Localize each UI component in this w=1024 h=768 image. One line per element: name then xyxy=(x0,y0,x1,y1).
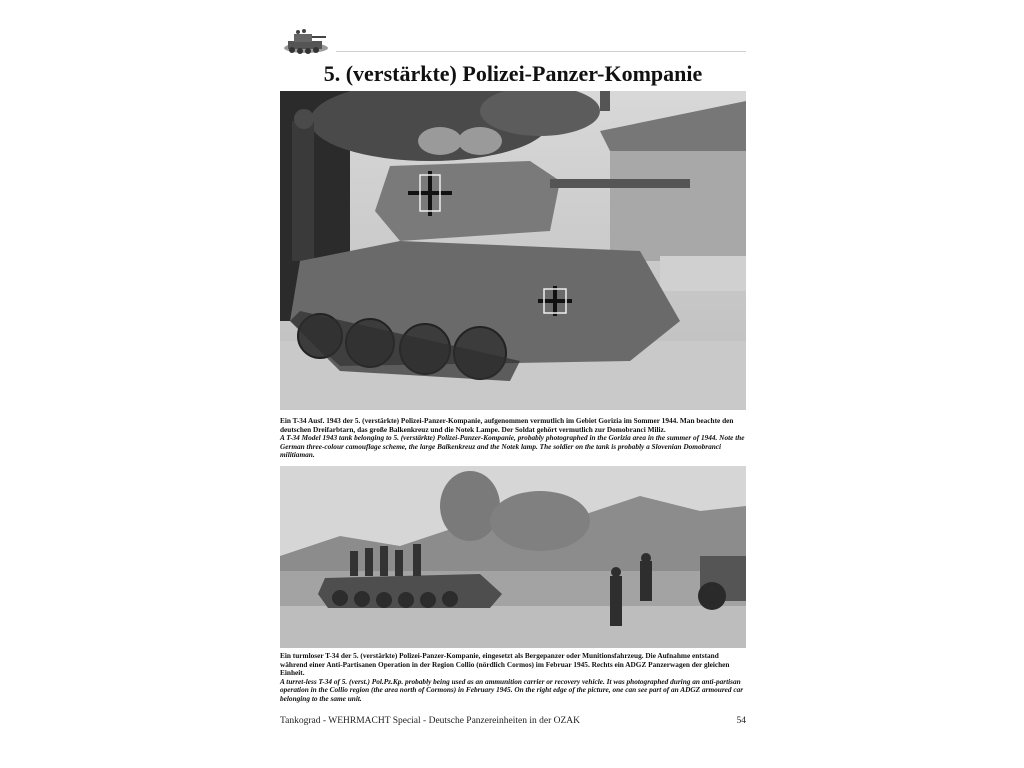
caption-photo-2 xyxy=(280,652,746,704)
header-rule xyxy=(336,51,746,52)
page-number: 54 xyxy=(736,716,746,726)
caption-german: Ein turmloser T-34 der 5. (verstärkte) Polizei-Panzer-Kompanie, eingesetzt als Bergepanzer oder Munitionsfahrzeug. Die Aufnahme entstand während einer Anti-Partisanen Operation in der Region Collio (nördlich Cormos) im Februar 1945. Rechts ein ADGZ Panzerwagen der gleichen Einheit. xyxy=(280,651,730,678)
caption-photo-1 xyxy=(280,417,746,460)
page-title: 5. (verstärkte) Polizei-Panzer-Kompanie xyxy=(323,61,703,86)
caption-german: Ein T-34 Ausf. 1943 der 5. (verstärkte) Polizei-Panzer-Kompanie, aufgenommen vermutlich im Gebiet Gorizia im Sommer 1944. Man beachte den deutschen Dreifarbtarn, das große Balkenkreuz und die Notek Lampe. Der Soldat gehört vermutlich zur Domobranci Miliz. xyxy=(280,416,734,434)
tank-logo-icon xyxy=(282,26,330,56)
footer-text: Tankograd - WEHRMACHT Special - Deutsche Panzereinheiten in der OZAK xyxy=(280,716,580,726)
caption-english: A T-34 Model 1943 tank belonging to 5. (verstärkte) Polizei-Panzer-Kompanie, probably photographed in the Gorizia area in the summer of 1944. Note the German three-colour camouflage scheme, the large Balkenkreuz and the Notek lamp. The soldier on the tank is probably a Slovenian Domobranci militiaman. xyxy=(280,433,745,460)
photo-turretless-t34 xyxy=(280,466,746,648)
page-footer xyxy=(280,716,746,726)
photo-t34-tank xyxy=(280,91,746,410)
caption-english: A turret-less T-34 of 5. (verst.) Pol.Pz.Kp. probably being used as an ammunition carrier or recovery vehicle. It was photographed during an anti-partisan operation in the Collio region (the area north of Cormons) in February 1945. On the right edge of the picture, one can see part of an ADGZ armoured car belonging to the same unit. xyxy=(280,676,744,703)
